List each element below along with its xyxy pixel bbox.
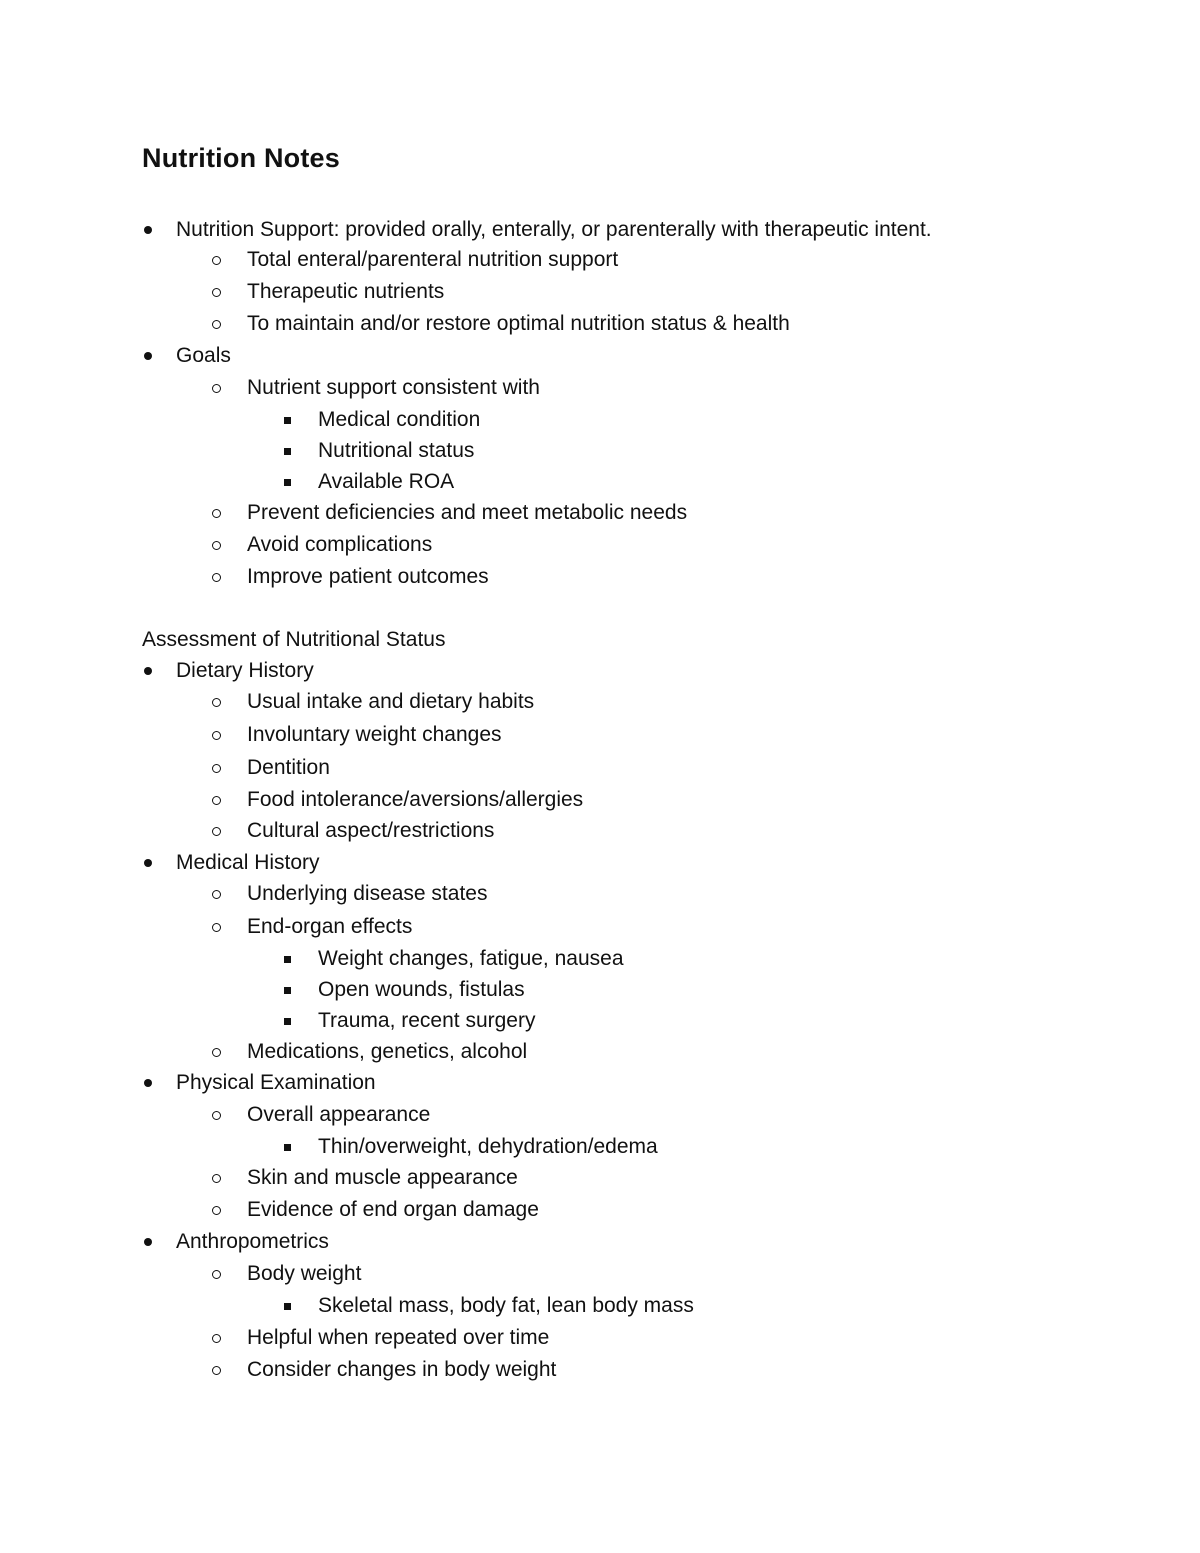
list-item-text: End-organ effects xyxy=(247,915,413,938)
list-item-text: Open wounds, fistulas xyxy=(318,978,525,1001)
circle-bullet-icon xyxy=(211,375,225,393)
list-item-text: Helpful when repeated over time xyxy=(247,1326,550,1349)
list-item-text: Medical History xyxy=(176,851,320,874)
list-item-text: Usual intake and dietary habits xyxy=(247,690,535,713)
list-item-text: Cultural aspect/restrictions xyxy=(247,819,495,842)
list-item xyxy=(247,1325,549,1351)
list-item-text: Evidence of end organ damage xyxy=(247,1198,539,1221)
list-item xyxy=(247,1165,518,1191)
square-bullet-icon xyxy=(282,469,294,486)
list-item xyxy=(176,1070,376,1096)
list-item-text: Improve patient outcomes xyxy=(247,565,489,588)
list-item xyxy=(318,407,480,433)
list-item xyxy=(318,1293,694,1319)
list-item xyxy=(247,564,489,590)
list-item-text: Trauma, recent surgery xyxy=(318,1009,536,1032)
list-item-text: Food intolerance/aversions/allergies xyxy=(247,788,584,811)
list-item-text: Weight changes, fatigue, nausea xyxy=(318,947,624,970)
list-item-text: Anthropometrics xyxy=(176,1230,329,1253)
circle-bullet-icon xyxy=(211,1261,225,1279)
list-item-text: Consider changes in body weight xyxy=(247,1358,557,1381)
list-item xyxy=(247,532,432,558)
list-item-text: Nutritional status xyxy=(318,439,475,462)
square-bullet-icon xyxy=(282,1293,294,1310)
circle-bullet-icon xyxy=(211,1039,225,1057)
list-item xyxy=(247,1039,527,1065)
list-item-text: Involuntary weight changes xyxy=(247,723,502,746)
list-item-text: To maintain and/or restore optimal nutrition status & health xyxy=(247,312,790,335)
list-item-text: Skin and muscle appearance xyxy=(247,1166,518,1189)
list-item xyxy=(247,500,687,526)
list-item-text: Therapeutic nutrients xyxy=(247,280,445,303)
bullet-icon xyxy=(142,1070,154,1087)
list-item-text: Dietary History xyxy=(176,659,314,682)
circle-bullet-icon xyxy=(211,247,225,265)
list-item xyxy=(247,881,487,907)
list-item-text: Underlying disease states xyxy=(247,882,488,905)
list-item-text: Avoid complications xyxy=(247,533,433,556)
list-item xyxy=(247,1197,539,1223)
list-item-text: Dentition xyxy=(247,756,330,779)
list-item xyxy=(247,311,790,337)
list-item xyxy=(247,787,583,813)
square-bullet-icon xyxy=(282,407,294,424)
section-heading: Assessment of Nutritional Status xyxy=(142,628,446,651)
list-item xyxy=(318,1008,535,1034)
list-item-text: Overall appearance xyxy=(247,1103,431,1126)
page-title: Nutrition Notes xyxy=(142,143,340,173)
circle-bullet-icon xyxy=(211,689,225,707)
list-item-text: Nutrient support consistent with xyxy=(247,376,540,399)
circle-bullet-icon xyxy=(211,279,225,297)
square-bullet-icon xyxy=(282,1134,294,1151)
circle-bullet-icon xyxy=(211,1325,225,1343)
list-item-text: Prevent deficiencies and meet metabolic needs xyxy=(247,501,688,524)
square-bullet-icon xyxy=(282,438,294,455)
list-item xyxy=(247,247,618,273)
list-item xyxy=(176,343,231,369)
list-item xyxy=(318,438,474,464)
list-item-text: Goals xyxy=(176,344,231,367)
list-item-text: Total enteral/parenteral nutrition support xyxy=(247,248,619,271)
circle-bullet-icon xyxy=(211,564,225,582)
circle-bullet-icon xyxy=(211,722,225,740)
circle-bullet-icon xyxy=(211,1102,225,1120)
list-item xyxy=(247,1357,556,1383)
circle-bullet-icon xyxy=(211,818,225,836)
circle-bullet-icon xyxy=(211,881,225,899)
list-item xyxy=(247,914,412,940)
circle-bullet-icon xyxy=(211,1165,225,1183)
square-bullet-icon xyxy=(282,946,294,963)
list-item xyxy=(247,689,534,715)
circle-bullet-icon xyxy=(211,1197,225,1215)
list-item xyxy=(176,217,932,243)
list-item xyxy=(318,469,454,495)
list-item-text: Body weight xyxy=(247,1262,362,1285)
list-item xyxy=(247,755,330,781)
list-item-text: Skeletal mass, body fat, lean body mass xyxy=(318,1294,694,1317)
list-item xyxy=(318,1134,658,1160)
bullet-icon xyxy=(142,343,154,360)
list-item xyxy=(247,279,444,305)
list-item xyxy=(176,1229,329,1255)
circle-bullet-icon xyxy=(211,914,225,932)
circle-bullet-icon xyxy=(211,311,225,329)
list-item xyxy=(247,818,494,844)
list-item-text: Thin/overweight, dehydration/edema xyxy=(318,1135,658,1158)
list-item xyxy=(176,658,314,684)
bullet-icon xyxy=(142,217,154,234)
circle-bullet-icon xyxy=(211,500,225,518)
list-item xyxy=(247,375,540,401)
circle-bullet-icon xyxy=(211,1357,225,1375)
square-bullet-icon xyxy=(282,977,294,994)
list-item-text: Available ROA xyxy=(318,470,455,493)
list-item-text: Medications, genetics, alcohol xyxy=(247,1040,528,1063)
circle-bullet-icon xyxy=(211,787,225,805)
circle-bullet-icon xyxy=(211,755,225,773)
bullet-icon xyxy=(142,658,154,675)
list-item-text: Physical Examination xyxy=(176,1071,376,1094)
list-item xyxy=(247,722,502,748)
square-bullet-icon xyxy=(282,1008,294,1025)
list-item-text: Nutrition Support: provided orally, enterally, or parenterally with therapeutic intent. xyxy=(176,218,932,241)
list-item-text: Medical condition xyxy=(318,408,481,431)
circle-bullet-icon xyxy=(211,532,225,550)
list-item xyxy=(247,1102,430,1128)
bullet-icon xyxy=(142,850,154,867)
list-item xyxy=(318,977,525,1003)
list-item xyxy=(318,946,624,972)
bullet-icon xyxy=(142,1229,154,1246)
list-item xyxy=(247,1261,361,1287)
list-item xyxy=(176,850,320,876)
